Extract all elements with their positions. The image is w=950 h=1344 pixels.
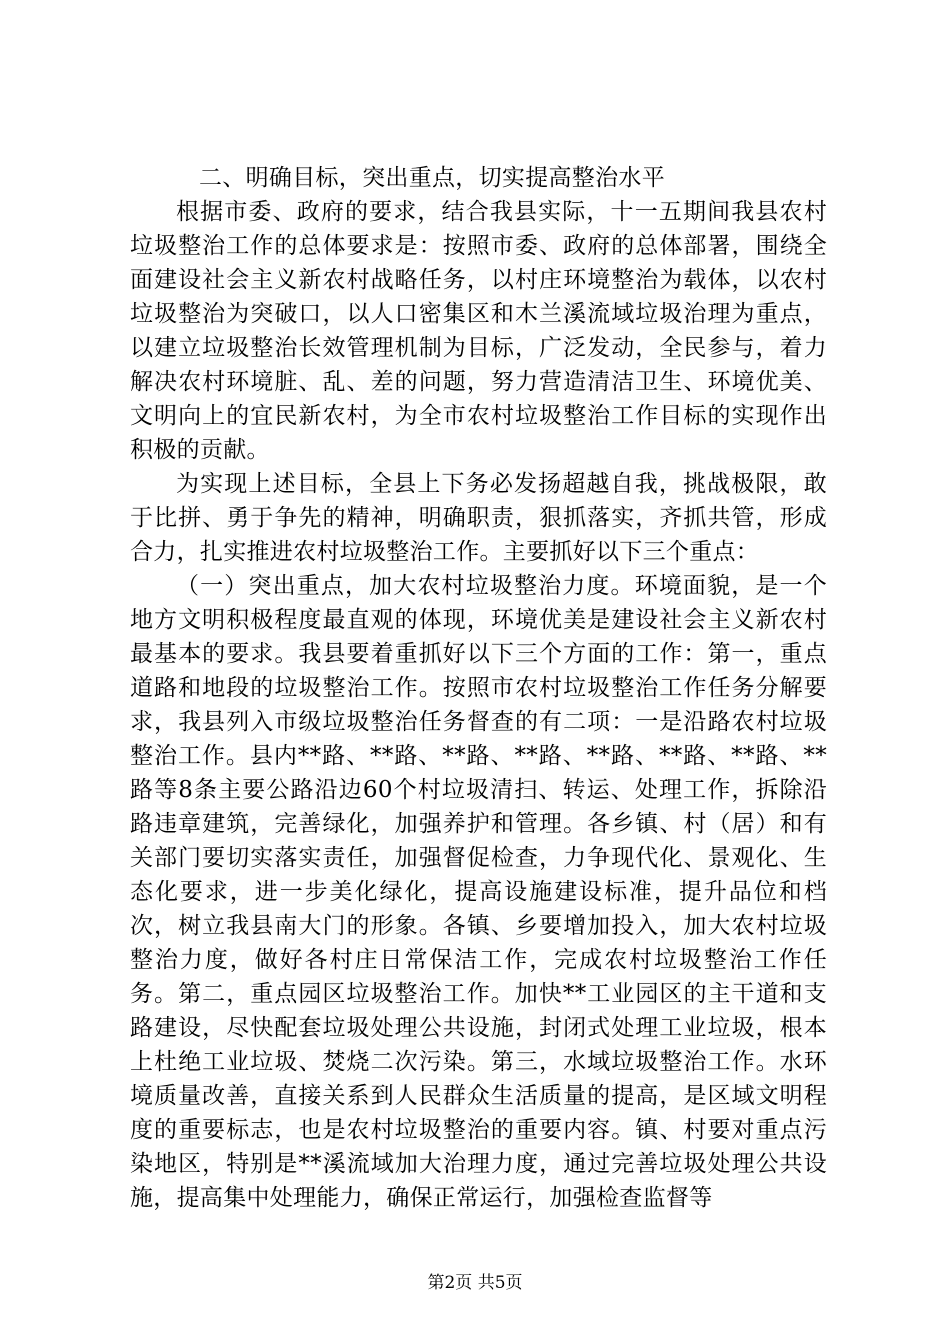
- paragraph-focus-one: （一）突出重点，加大农村垃圾整治力度。环境面貌，是一个地方文明积极程度最直观的体现，环境优美是建设社会主义新农村最基本的要求。我县要着重抓好以下三个方面的工作：第一，重点道路和地段的垃圾整治工作。按照市农村垃圾整治工作任务分解要求，我县列入市级垃圾整治任务督查的有二项：一是沿路农村垃圾整治工作。县内**路、**路、**路、**路、**路、**路、**路、**路等8条主要公路沿边60个村垃圾清扫、转运、处理工作，拆除沿路违章建筑，完善绿化，加强养护和管理。各乡镇、村（居）和有关部门要切实落实责任，加强督促检查，力争现代化、景观化、生态化要求，进一步美化绿化，提高设施建设标准，提升品位和档次，树立我县南大门的形象。各镇、乡要增加投入，加大农村垃圾整治力度，做好各村庄日常保洁工作，完成农村垃圾整治工作任务。第二，重点园区垃圾整治工作。加快**工业园区的主干道和支路建设，尽快配套垃圾处理公共设施，封闭式处理工业垃圾，根本上杜绝工业垃圾、焚烧二次污染。第三，水域垃圾整治工作。水环境质量改善，直接关系到人民群众生活质量的提高，是区域文明程度的重要标志，也是农村垃圾整治的重要内容。镇、村要对重点污染地区，特别是**溪流域加大治理力度，通过完善垃圾处理公共设施，提高集中处理能力，确保正常运行，加强检查监督等: [130, 573, 827, 1211]
- section-heading: 二、明确目标，突出重点，切实提高整治水平: [199, 165, 665, 191]
- paragraph-requirements: 根据市委、政府的要求，结合我县实际，十一五期间我县农村垃圾整治工作的总体要求是：按照市委、政府的总体部署，围绕全面建设社会主义新农村战略任务，以村庄环境整治为载体，以农村垃圾整治为突破口，以人口密集区和木兰溪流域垃圾治理为重点，以建立垃圾整治长效管理机制为目标，广泛发动，全民参与，着力解决农村环境脏、乱、差的问题，努力营造清洁卫生、环境优美、文明向上的宜民新农村，为全市农村垃圾整治工作目标的实现作出积极的贡献。: [130, 199, 827, 463]
- document-body: [130, 161, 827, 1215]
- page-number-footer: 第2页 共5页: [427, 1273, 523, 1293]
- paragraph-goals: 为实现上述目标，全县上下务必发扬超越自我，挑战极限，敢于比拼、勇于争先的精神，明确职责，狠抓落实，齐抓共管，形成合力，扎实推进农村垃圾整治工作。主要抓好以下三个重点：: [130, 471, 827, 565]
